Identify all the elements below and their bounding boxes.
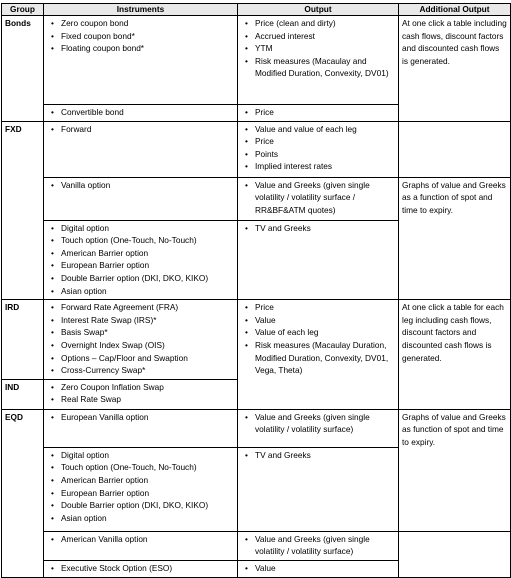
additional-output-cell bbox=[399, 121, 511, 177]
table-row bbox=[2, 121, 511, 177]
additional-output-cell: Graphs of value and Greeks as a function of spot and time to expiry. bbox=[399, 177, 511, 300]
group-ird: IRD bbox=[2, 300, 44, 380]
bullet-list bbox=[47, 301, 234, 377]
table-row bbox=[2, 409, 511, 447]
bullet-list bbox=[241, 533, 395, 558]
list-item: • European Barrier option bbox=[47, 259, 234, 272]
table-row bbox=[2, 531, 511, 560]
list-item: • American Vanilla option bbox=[47, 533, 234, 546]
bullet-list bbox=[47, 411, 234, 424]
group-bonds: Bonds bbox=[2, 16, 44, 122]
list-item: • Value and value of each leg bbox=[241, 123, 395, 136]
bullet-list bbox=[241, 179, 395, 217]
bullet-list bbox=[241, 301, 395, 377]
group-eqd: EQD bbox=[2, 409, 44, 577]
list-item: • Value bbox=[241, 314, 395, 327]
output-cell bbox=[238, 300, 399, 410]
list-item: • Price (clean and dirty) bbox=[241, 17, 395, 30]
output-cell bbox=[238, 177, 399, 220]
list-item: • Forward bbox=[47, 123, 234, 136]
list-item: • Risk measures (Macaulay Duration, Modified Duration, Convexity, DV01, Vega, Theta) bbox=[241, 339, 395, 377]
instruments-cell bbox=[44, 105, 238, 122]
additional-output-cell: At one click a table including cash flows, discount factors and discounted cash flows is generated. bbox=[399, 16, 511, 122]
header-output: Output bbox=[238, 4, 399, 16]
additional-output-cell: Graphs of value and Greeks as function of spot and time to expiry. bbox=[399, 409, 511, 531]
header-instruments: Instruments bbox=[44, 4, 238, 16]
bullet-list bbox=[47, 179, 234, 192]
list-item: • Real Rate Swap bbox=[47, 393, 234, 406]
list-item: • Double Barrier option (DKI, DKO, KIKO) bbox=[47, 499, 234, 512]
list-item: • Floating coupon bond* bbox=[47, 42, 234, 55]
bullet-list bbox=[47, 533, 234, 546]
bullet-list bbox=[241, 17, 395, 80]
bullet-list bbox=[241, 123, 395, 173]
instruments-cell bbox=[44, 531, 238, 560]
bullet-list bbox=[241, 222, 395, 235]
list-item: • Forward Rate Agreement (FRA) bbox=[47, 301, 234, 314]
list-item: • Cross-Currency Swap* bbox=[47, 364, 234, 377]
list-item: • Value bbox=[241, 562, 395, 575]
output-cell bbox=[238, 121, 399, 177]
output-cell bbox=[238, 220, 399, 300]
list-item: • Accrued interest bbox=[241, 30, 395, 43]
list-item: • Touch option (One-Touch, No-Touch) bbox=[47, 461, 234, 474]
instruments-cell bbox=[44, 409, 238, 447]
list-item: • Interest Rate Swap (IRS)* bbox=[47, 314, 234, 327]
bullet-list bbox=[47, 381, 234, 406]
instruments-cell bbox=[44, 177, 238, 220]
bullet-list bbox=[47, 562, 234, 575]
list-item: • TV and Greeks bbox=[241, 449, 395, 462]
instruments-cell bbox=[44, 121, 238, 177]
bullet-list bbox=[47, 222, 234, 298]
instruments-table bbox=[1, 3, 511, 578]
output-cell bbox=[238, 447, 399, 531]
list-item: • Executive Stock Option (ESO) bbox=[47, 562, 234, 575]
bullet-list bbox=[241, 449, 395, 462]
list-item: • Implied interest rates bbox=[241, 160, 395, 173]
list-item: • American Barrier option bbox=[47, 474, 234, 487]
list-item: • Digital option bbox=[47, 449, 234, 462]
group-ind: IND bbox=[2, 379, 44, 409]
list-item: • Double Barrier option (DKI, DKO, KIKO) bbox=[47, 272, 234, 285]
table-row bbox=[2, 177, 511, 220]
list-item: • Zero coupon bond bbox=[47, 17, 234, 30]
list-item: • Value and Greeks (given single volatility / volatility surface) bbox=[241, 411, 395, 436]
bullet-list bbox=[241, 562, 395, 575]
list-item: • Options – Cap/Floor and Swaption bbox=[47, 352, 234, 365]
list-item: • Price bbox=[241, 135, 395, 148]
list-item: • Risk measures (Macaulay and Modified Duration, Convexity, DV01) bbox=[241, 55, 395, 80]
instruments-cell bbox=[44, 379, 238, 409]
output-cell bbox=[238, 531, 399, 560]
header-row bbox=[2, 4, 511, 16]
additional-output-cell: At one click a table for each leg including cash flows, discount factors and discounted cash flows is generated. bbox=[399, 300, 511, 410]
list-item: • Price bbox=[241, 106, 395, 119]
instruments-cell bbox=[44, 560, 238, 577]
table-row bbox=[2, 300, 511, 380]
bullet-list bbox=[47, 106, 234, 119]
bullet-list bbox=[241, 106, 395, 119]
list-item: • European Vanilla option bbox=[47, 411, 234, 424]
list-item: • American Barrier option bbox=[47, 247, 234, 260]
instruments-cell bbox=[44, 300, 238, 380]
list-item: • Asian option bbox=[47, 285, 234, 298]
bullet-list bbox=[47, 17, 234, 55]
list-item: • Points bbox=[241, 148, 395, 161]
list-item: • Digital option bbox=[47, 222, 234, 235]
bullet-list bbox=[47, 449, 234, 525]
list-item: • Zero Coupon Inflation Swap bbox=[47, 381, 234, 394]
header-group: Group bbox=[2, 4, 44, 16]
list-item: • Price bbox=[241, 301, 395, 314]
bullet-list bbox=[47, 123, 234, 136]
list-item: • Value of each leg bbox=[241, 326, 395, 339]
bullet-list bbox=[241, 411, 395, 436]
list-item: • Vanilla option bbox=[47, 179, 234, 192]
list-item: • European Barrier option bbox=[47, 487, 234, 500]
output-cell bbox=[238, 105, 399, 122]
table-row bbox=[2, 16, 511, 105]
additional-output-cell bbox=[399, 531, 511, 577]
list-item: • Touch option (One-Touch, No-Touch) bbox=[47, 234, 234, 247]
list-item: • Convertible bond bbox=[47, 106, 234, 119]
list-item: • Value and Greeks (given single volatility / volatility surface) bbox=[241, 533, 395, 558]
list-item: • Basis Swap* bbox=[47, 326, 234, 339]
list-item: • Asian option bbox=[47, 512, 234, 525]
output-cell bbox=[238, 409, 399, 447]
instruments-cell bbox=[44, 16, 238, 105]
list-item: • TV and Greeks bbox=[241, 222, 395, 235]
list-item: • Overnight Index Swap (OIS) bbox=[47, 339, 234, 352]
instruments-cell bbox=[44, 447, 238, 531]
output-cell bbox=[238, 560, 399, 577]
group-fxd: FXD bbox=[2, 121, 44, 300]
list-item: • Fixed coupon bond* bbox=[47, 30, 234, 43]
header-additional-output: Additional Output bbox=[399, 4, 511, 16]
list-item: • Value and Greeks (given single volatility / volatility surface / RR&BF&ATM quotes) bbox=[241, 179, 395, 217]
output-cell bbox=[238, 16, 399, 105]
instruments-cell bbox=[44, 220, 238, 300]
list-item: • YTM bbox=[241, 42, 395, 55]
